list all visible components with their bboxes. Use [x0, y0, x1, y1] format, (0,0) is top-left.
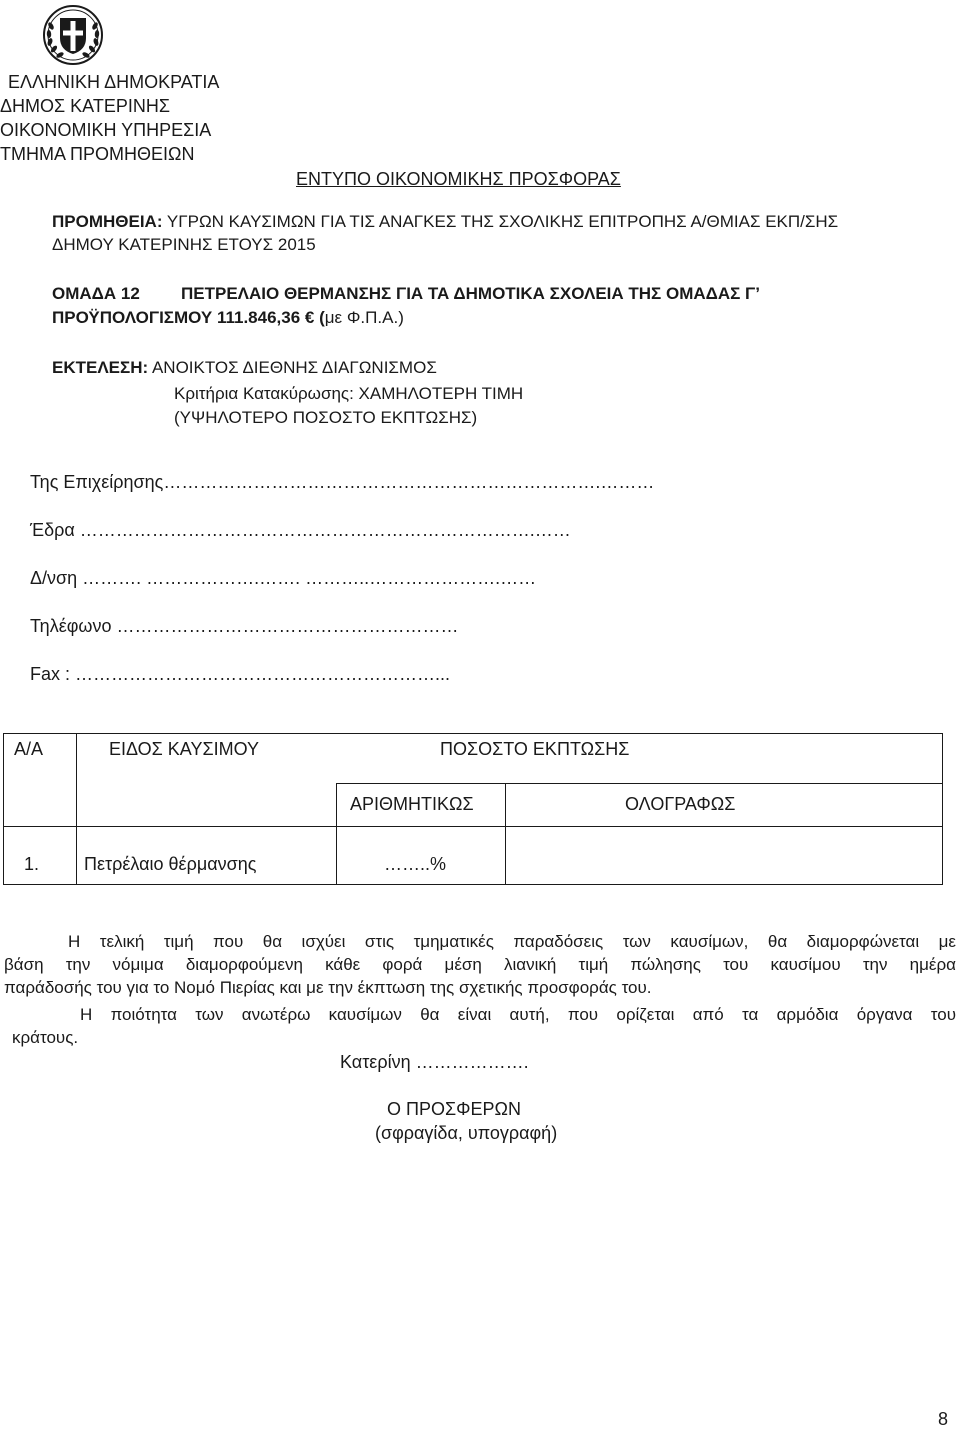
phone-label: Τηλέφωνο: [30, 616, 112, 636]
table-divider: [76, 733, 77, 885]
table-header-discount: ΠΟΣΟΣΤΟ ΕΚΠΤΩΣΗΣ: [440, 739, 630, 759]
procurement-label: ΠΡΟΜΗΘΕΙΑ:: [52, 212, 163, 231]
quality-paragraph-line-1: Η ποιότητα των ανωτέρω καυσίμων θα είναι αυτή, που ορίζεται από τα αρμόδια όργανα του: [80, 1005, 956, 1024]
seat-field[interactable]: [30, 518, 571, 542]
address-field[interactable]: [30, 566, 536, 590]
table-header-words: ΟΛΟΓΡΑΦΩΣ: [625, 794, 736, 814]
header-department: ΟΙΚΟΝΟΜΙΚΗ ΥΠΗΡΕΣΙΑ: [0, 120, 212, 140]
address-dots[interactable]: ………. ……………….……. ………..………………….……: [82, 568, 537, 588]
procurement-line-1: [52, 210, 838, 233]
header-section: ΤΜΗΜΑ ΠΡΟΜΗΘΕΙΩΝ: [0, 144, 195, 164]
price-paragraph-line-3: παράδοσής του για το Νομό Πιερίας και με την έκπτωση της σχετικής προσφοράς του.: [4, 978, 652, 997]
seat-label: Έδρα: [30, 520, 75, 540]
budget-suffix: με Φ.Π.Α.): [324, 308, 404, 327]
table-header-aa: Α/Α: [14, 739, 44, 759]
group-title: ΠΕΤΡΕΛΑΙΟ ΘΕΡΜΑΝΣΗΣ ΓΙΑ ΤΑ ΔΗΜΟΤΙΚΑ ΣΧΟΛΕΙΑ ΤΗΣ ΟΜΑΔΑΣ Γ’: [181, 284, 760, 303]
header-country: ΕΛΛΗΝΙΚΗ ΔΗΜΟΚΡΑΤΙΑ: [8, 72, 220, 92]
phone-field[interactable]: [30, 614, 458, 638]
form-title: ΕΝΤΥΠΟ ΟΙΚΟΝΟΜΙΚΗΣ ΠΡΟΣΦΟΡΑΣ: [296, 169, 621, 189]
award-criteria-note: (ΥΨΗΛΟΤΕΡΟ ΠΟΣΟΣΤΟ ΕΚΠΤΩΣΗΣ): [174, 408, 478, 427]
signature-place: Κατερίνη ……………….: [340, 1052, 529, 1072]
budget-label: ΠΡΟΫΠΟΛΟΓΙΣΜΟΥ 111.846,36 € (: [52, 308, 325, 327]
quality-paragraph-line-2: κράτους.: [12, 1028, 79, 1047]
table-divider: [505, 783, 506, 885]
group-label: ΟΜΑΔΑ 12: [52, 284, 140, 303]
table-header-numeric: ΑΡΙΘΜΗΤΙΚΩΣ: [350, 794, 474, 814]
execution-line: [52, 356, 437, 379]
execution-label: ΕΚΤΕΛΕΣΗ:: [52, 358, 149, 377]
price-paragraph-line-2: βάση την νόμιμα διαμορφούμενη κάθε φορά μέση λιανική τιμή πώλησης του καυσίμου την ημέρα: [4, 955, 956, 974]
procurement-text: ΥΓΡΩΝ ΚΑΥΣΙΜΩΝ ΓΙΑ ΤΙΣ ΑΝΑΓΚΕΣ ΤΗΣ ΣΧΟΛΙΚΗΣ ΕΠΙΤΡΟΠΗΣ Α/ΘΜΙΑΣ ΕΚΠ/ΣΗΣ: [166, 212, 839, 231]
price-paragraph-line-1: Η τελική τιμή που θα ισχύει στις τμηματικές παραδόσεις των καυσίμων, θα διαμορφώνεται με: [68, 932, 956, 951]
fax-dots[interactable]: ……………………………………………………...: [75, 664, 451, 684]
seat-dots[interactable]: ………………………………………………………………….……: [79, 520, 571, 540]
address-label: Δ/νση: [30, 568, 78, 588]
table-divider: [3, 826, 943, 827]
signature-stamp-note: (σφραγίδα, υπογραφή): [375, 1123, 558, 1143]
signature-offerer: Ο ΠΡΟΣΦΕΡΩΝ: [387, 1099, 521, 1119]
table-divider: [336, 783, 337, 885]
company-label: Της Επιχείρησης: [30, 472, 164, 492]
table-divider: [336, 783, 943, 784]
group-budget: [52, 306, 404, 329]
execution-text: ΑΝΟΙΚΤΟΣ ΔΙΕΘΝΗΣ ΔΙΑΓΩΝΙΣΜΟΣ: [151, 358, 437, 377]
page-number: 8: [938, 1409, 949, 1429]
table-cell-fuel: Πετρέλαιο θέρμανσης: [84, 854, 257, 874]
procurement-line-2: ΔΗΜΟΥ ΚΑΤΕΡΙΝΗΣ ΕΤΟΥΣ 2015: [52, 235, 316, 254]
award-criteria: Κριτήρια Κατακύρωσης: ΧΑΜΗΛΟΤΕΡΗ ΤΙΜΗ: [174, 384, 524, 403]
greek-coat-of-arms-icon: [42, 4, 104, 66]
fax-field[interactable]: [30, 662, 450, 686]
company-field[interactable]: [30, 470, 654, 494]
table-cell-aa: 1.: [24, 854, 40, 874]
table-cell-numeric[interactable]: ……..%: [384, 854, 447, 874]
fax-label: Fax :: [30, 664, 71, 684]
phone-dots[interactable]: …………………………………………………: [116, 616, 459, 636]
table-header-fuel: ΕΙΔΟΣ ΚΑΥΣΙΜΟΥ: [109, 739, 260, 759]
company-dots[interactable]: ……………………………………………………………….………: [163, 472, 655, 492]
header-municipality: ΔΗΜΟΣ ΚΑΤΕΡΙΝΗΣ: [0, 96, 170, 116]
